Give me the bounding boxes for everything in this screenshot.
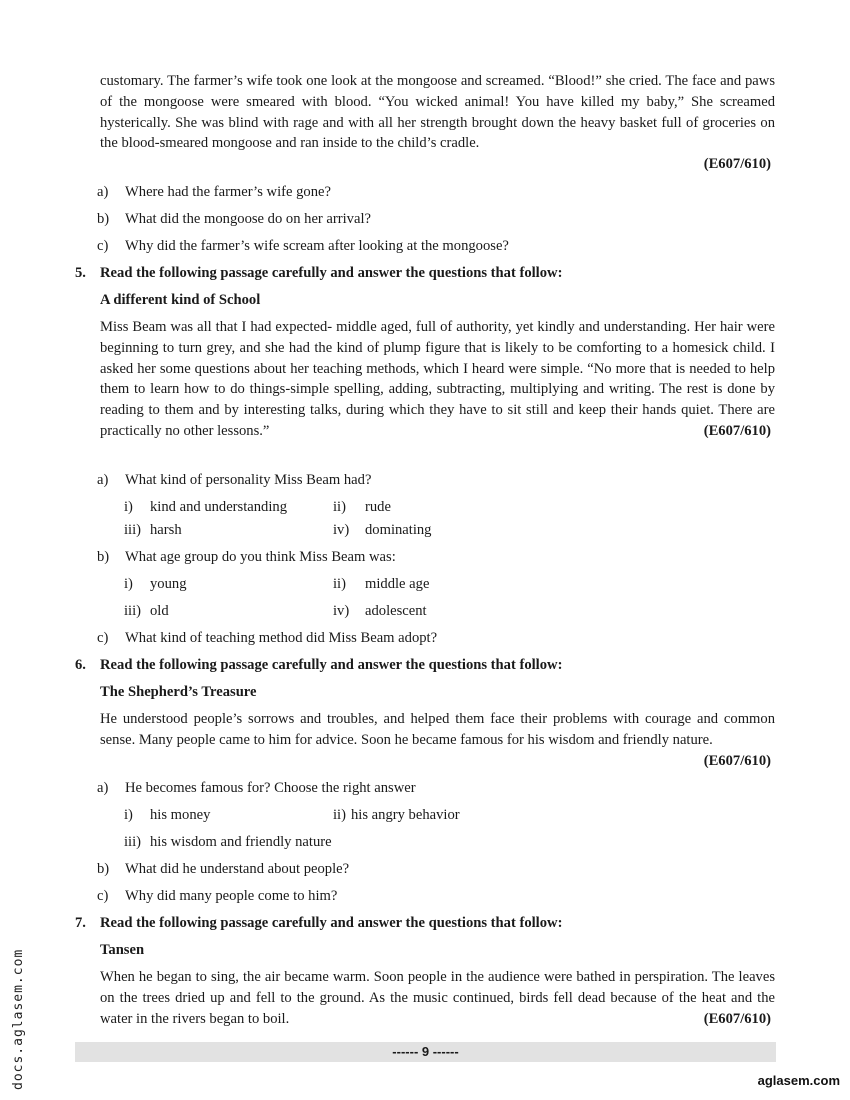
question-code: (E607/610) [703, 1010, 771, 1027]
exam-page: customary. The farmer’s wife took one look at the mongoose and screamed. “Blood!” she cried. The face and paws of the mongoose were smeared with blood. “You wicked animal! You have killed my baby,” She screamed hysterically. She was blind with rage and with all her strength brought down the heavy basket full of groceries on the blood-smeared mongoose and ran inside to the child’s cradle. (E607/610) a) Where had the farmer’s wife gone? b) What did the mongoose do on her arrival? c) Why did the farmer’s wife scream after looking at the mongoose? 5. Read the following passage carefully and answer the questions that follow: A different kind of School Miss Beam was all that I had expected- middle aged, full of authority, yet kindly and understanding. Her hair were beginning to turn grey, and she had the kind of plump figure that is likely to be comforting to a homesick child. I asked her some questions about her teaching methods, which I heard were simple. “No more that is needed to help them to learn how to do things-simple spelling, adding, subtracting, multiplying and writing. The rest is done by reading to them and by interesting talks, during which they have to sit still and keep their hands quiet. There are practically no other lessons.” (E607/610) a) What kind of personality Miss Beam had? i) kind and understanding ii) rude iii) harsh iv) dominating b) What age group do you think Miss Beam was: i) young ii) middle age iii) old iv) adolescent c) What kind of teaching method did Miss Beam adopt? 6. Read the following passage carefully and answer the questions that follow: The Shepherd’s Treasure He understood people’s sorrows and troubles, and helped them face their problems with courage and common sense. Many people came to him for advice. Soon he became famous for his wisdom and friendly nature. (E607/610) a) He becomes famous for? Choose the right answer i) his money ii) his angry behavior iii) his wisdom and friendly nature b) What did he understand about people? c) Why did many people come to him? 7. Read the following passage carefully and answer the questions that follow: Tansen When he began to sing, the air became warm. Soon people in the audience were bathed in perspiration. The leaves on the trees dried up and fell to the ground. As the music continued, birds fell dead because of the heat and the water in the rivers began to boil. (E607/610) ------ 9 ------ docs.aglasem.com aglasem.com [11, 73, 840, 1090]
brand-link[interactable]: aglasem.com [757, 1073, 840, 1088]
question-code: (E607/610) [703, 752, 771, 769]
question-code: (E607/610) [703, 422, 771, 439]
page-number-bar [75, 1042, 776, 1062]
q6-passage: He understood people’s sorrows and troubles, and helped them face their problems with courage and common sense. Many people came to him for advice. Soon he became famous for his wisdom and friendly nature. (E607/610) [100, 709, 775, 771]
passage-4-end: customary. The farmer’s wife took one look at the mongoose and screamed. “Blood!” she cried. The face and paws of the mongoose were smeared with blood. “You wicked animal! You have killed my baby,” She screamed hysterically. She was blind with rage and with all her strength brought down the heavy basket full of groceries on the blood-smeared mongoose and ran inside to the child’s cradle. (E607/610) [100, 71, 775, 175]
q5-passage: Miss Beam was all that I had expected- middle aged, full of authority, yet kindly and understanding. Her hair were beginning to turn grey, and she had the kind of plump figure that is likely to be comforting to a homesick child. I asked her some questions about her teaching methods, which I heard were simple. “No more that is needed to help them to learn how to do things-simple spelling, adding, subtracting, multiplying and writing. The rest is done by reading to them and by interesting talks, during which they have to sit still and keep their hands quiet. There are practically no other lessons.” (E607/610) [100, 317, 775, 442]
q7-passage: When he began to sing, the air became warm. Soon people in the audience were bathed in perspiration. The leaves on the trees dried up and fell to the ground. As the music continued, birds fell dead because of the heat and the water in the rivers began to boil. (E607/610) [100, 967, 775, 1029]
question-code: (E607/610) [703, 156, 771, 173]
side-watermark: docs.aglasem.com [11, 948, 26, 1090]
page-number: ------ 9 ------ [392, 1044, 459, 1059]
